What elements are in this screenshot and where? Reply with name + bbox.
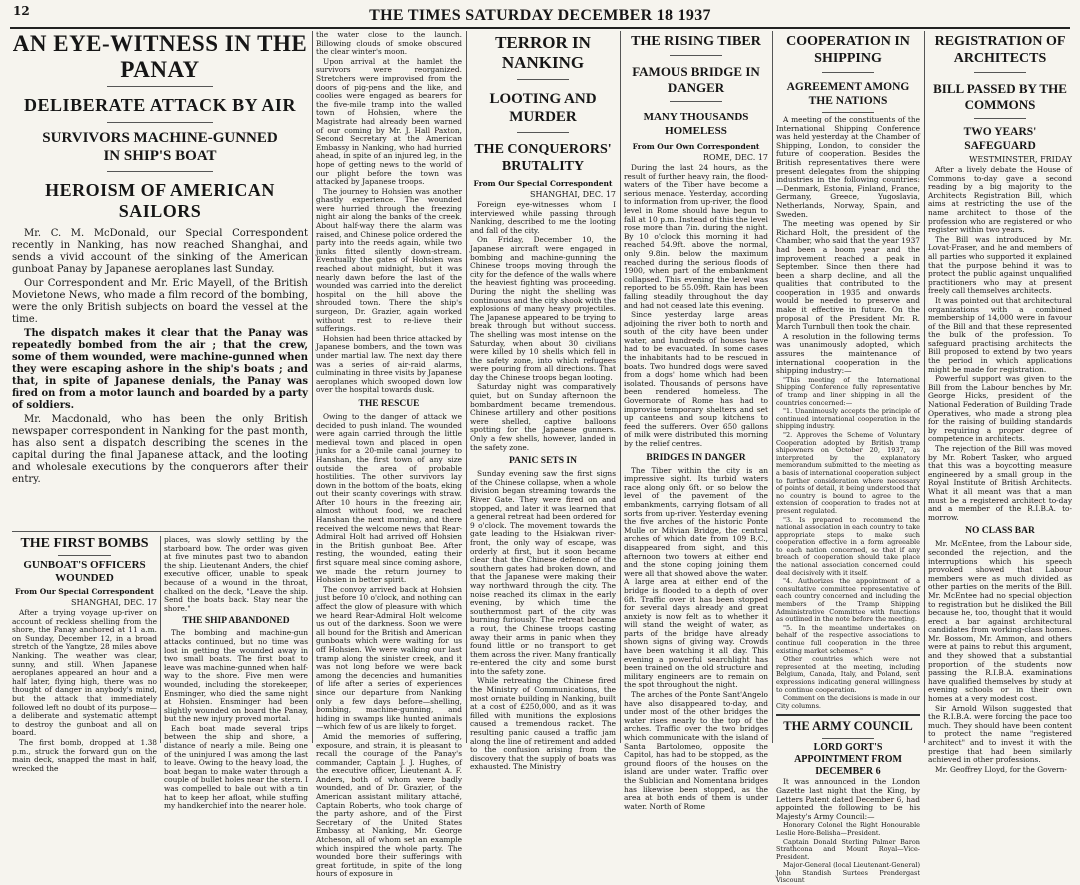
lead-paragraph: Mr. C. M. McDonald, our Special Correspondent recently in Nanking, has now reached Shanghai, and sends a vivid account of the sinking of the American gunboat Panay by Japanese aeroplanes last Sunday. <box>12 228 308 275</box>
page-number: 12 <box>13 4 30 18</box>
divider <box>670 55 722 56</box>
panay-deck-heroism: HEROISM OF AMERICAN SAILORS <box>45 180 275 221</box>
article-paragraph: Amid the memories of suffering, exposure, and strain, it is pleasant to recall the courage of the Panay's commander, Captain J. J. Hughes, of the executive officer, Lieutenant A. F. Anders, both of whom were badly wounded, and of Dr. Grazier, of the American assistant military attaché, Captain Roberts, who took charge of the party ashore, and of the First Secretary of the United States Embassy at Nanking, Mr. George Atcheson, all of whom set an example which inspired the whole party. The wounded bore their sufferings with great fortitude, in spite of the long hours of exposure in <box>316 731 462 879</box>
panic-heading: PANIC SETS IN <box>509 456 577 467</box>
article-paragraph: Hohsien had been thrice attacked by Japanese bombers, and the town was under martial law. The next day there was a series of air-raid alarms, culminating in three visits by Japanese aeroplanes which swooped down low over the hospital towards dusk. <box>316 333 462 395</box>
agreement-heading: AGREEMENT AMONG THE NATIONS <box>786 81 910 107</box>
section-rule <box>12 531 308 532</box>
column-rule-1 <box>312 31 313 743</box>
panay-headline: AN EYE-WITNESS IN THE PANAY <box>12 31 308 82</box>
first-bombs-article <box>12 536 157 773</box>
column-rule-3 <box>620 31 621 743</box>
correspondent-credit: From Our Own Correspondent <box>632 142 760 151</box>
panay-deck-attack: DELIBERATE ATTACK BY AIR <box>24 95 296 115</box>
resolution-item: "5. In the meantime undertakes on behalf of the respective associations to continue full cooperation in the three existing market schemes." <box>776 623 920 655</box>
panay-deck-survivors: SURVIVORS MACHINE-GUNNED IN SHIP'S BOAT <box>42 130 278 164</box>
article-paragraph: The first bomb, dropped at 1.38 p.m., struck the forward gun on the main deck, snapped the mast in half, wrecked the <box>12 737 157 773</box>
bill-passed-heading: BILL PASSED BY THE COMMONS <box>933 81 1067 112</box>
panay-lead-text <box>12 228 308 486</box>
panay-continuation-column <box>316 30 462 879</box>
army-council-member: Major-General (local Lieutenant-General) John Standish Surtees Prendergast Viscount <box>776 861 920 885</box>
masthead-rule <box>10 27 1070 29</box>
divider <box>974 72 1026 73</box>
article-paragraph: After a trying voyage up-river on account of reckless shelling from the shore, the Panay anchored at 11 a.m. on Sunday, December 12, in a broad stretch of the Yangtze, 28 miles above Nanking. The weather was clear, sunny, and still. When Japanese aeroplanes appeared an hour and a half later, flying high, there was no thought of danger in anybody's mind, but the attack that immediately followed left no doubt of its purpose—a deliberate and systematic attempt to destroy the gunboat and all on board. <box>12 608 157 738</box>
article-paragraph: Mr. McEntee, from the Labour side, seconded the rejection, and the interruptions which his speech provoked showed that Labour members were as much divided as other parties on the merits of the Bill. Mr. McEntee had no special objection to registration but he disliked the Bill because he, too, thought that it would erect a bar against architectural candidates from working-class homes. Mr. Bossom, Mr. Ammon, and others were at pains to rebut this argument, and they showed that a substantial proportion of the students now passing the R.I.B.A. examinations have qualified themselves by study at evening schools or in their own homes at a very modest cost. <box>928 539 1072 704</box>
article-paragraph: On Friday, December 10, the Japanese aircraft were engaged in bombing and machine-gunning the Chinese troops moving through the city for the defence of the walls where the heaviest fighting was proceeding. During the night the shelling was continuous and the city shook with the explosions of many heavy projectiles. The Japanese appeared to be trying to break through but without success. The shelling was most intense on the Saturday, when about 30 civilians were killed by 10 shells which fell in the safety zone, into which refugees were pouring from all directions. That day the Chinese troops began looting. <box>470 235 616 382</box>
divider <box>822 72 874 73</box>
shipping-and-army-column <box>776 31 920 885</box>
conquerors-heading: THE CONQUERORS' BRUTALITY <box>474 142 612 174</box>
first-bombs-subhead: GUNBOAT'S OFFICERS WOUNDED <box>23 559 146 584</box>
army-council-member: Captain Donald Sterling Palmer Baron Strathcona and Mount Royal—Vice-President. <box>776 837 920 861</box>
page-header <box>0 0 1080 22</box>
article-paragraph: While retreating the Chinese fired the Ministry of Communications, the most ornate building in Nanking, built at a cost of £250,000, and as it was filled with munitions the explosions caused a tremendous racket. The resulting panic caused a traffic jam along the line of retirement and added to the confusion arising from the discovery that the supply of boats was exhausted. The Ministry <box>470 676 616 772</box>
section-rule <box>776 714 920 716</box>
article-paragraph: Foreign eye-witnesses whom I interviewed while passing through Nanking, described to me the looting and fall of the city. <box>470 200 616 235</box>
rising-tiber-article <box>624 31 768 811</box>
first-bombs-heading: THE FIRST BOMBS <box>20 536 149 551</box>
registration-heading: REGISTRATION OF ARCHITECTS <box>934 34 1066 66</box>
article-paragraph: Mr. Geoffrey Lloyd, for the Govern- <box>935 764 1067 774</box>
ship-abandoned-article <box>164 535 308 811</box>
column-rule-sub <box>160 536 161 743</box>
lead-paragraph: Mr. Macdonald, who has been the only British newspaper correspondent in Nanking for the past month, has also sent a dispatch describing the scenes in the capital during the final Japanese attack, and the looting and wholesale executions by the conquerors after their entry. <box>12 414 308 485</box>
dateline: WESTMINSTER, FRIDAY <box>969 155 1072 164</box>
terror-nanking-article <box>470 31 616 772</box>
panay-lead-article <box>12 31 308 531</box>
divider <box>107 171 214 172</box>
army-council-heading: THE ARMY COUNCIL <box>783 719 913 734</box>
article-paragraph: Sunday evening saw the first signs of the Chinese collapse, when a whole division began streaming towards the River Gate. They were fired on and stopped, and later it was learned that a general retreat had been ordered for 9 o'clock. The movement towards the gate leading to the Hsiakwan river-front, the only way of escape, was orderly at first, but it soon became clear that the Chinese defence of the southern gates had broken down, and that the Japanese were making their way northward through the city. The noise reached its climax in the early evening, by which time the southernmost part of the city was burning furiously. The retreat became a rout, the Chinese troops casting away their arms in panic when they found little or no transport to get them across the river. Many frantically re-entered the city and some burst into the safety zone. <box>470 469 616 676</box>
article-paragraph: The journey to Hohsien was another ghastly experience. The wounded were hurried through the freezing night air along the banks of the creek. About half-way there the alarm was raised, and Chinese police ordered the party into the reeds again, while two junks fitted silently down-stream. Eventually the gates of Hohsien was reached about midnight, but it was nearly dawn before the last of the wounded was carried into the derelict hospital on the hill above the shrouded town. There the ship's surgeon, Dr. Grazier, again worked without rest to re-lieve their sufferings. <box>316 186 462 334</box>
article-paragraph: The meeting was opened by Sir Richard Holt, the president of the Chamber, who said that the year 1937 had been a boom year and the improvement reached a peak in September. Since then there had been a sharp decline, and all the qualities that contributed to the cooperation in 1935 and onwards would be needed to preserve and make it effective in future. On the proposal of the President Mr. R. March Turnbull then took the chair. <box>776 219 920 332</box>
article-paragraph: Sir Arnold Wilson suggested that the R.I.B.A. were forcing the pace too much. They should have been content to protect the name "registered architect" and to invest it with the prestige that had been similarly achieved in other professions. <box>928 703 1072 765</box>
masthead: THE TIMES SATURDAY DECEMBER 18 1937 <box>369 7 711 24</box>
article-paragraph: Upon arrival at the hamlet the survivors were reorganized. Stretchers were improvised from the doors of pig-pens and the like, and coolies were engaged as bearers for the five-mile tramp into the walled town of Hohsien, where the Magistrate had already been warned of our coming by Mr. J. Hall Paxton, Second Secretary at the American Embassy in Nanking, who had hurried ahead, in spite of an injured leg, in the hope of getting news to the world of our plight before the town was attacked by Japanese troops. <box>316 56 462 187</box>
article-paragraph: Owing to the danger of attack we decided to push inland. The wounded were again carried through the little medieval town and placed in open junks for a 20-mile canal journey to Hanshan, the first town of any size outside the area of probable hostilities. The other survivors lay down in the bottom of the boats, eking out their scanty coverings with straw. After 10 hours in the freezing air, almost without food, we reached Hanshan the next morning, and there received the welcome news that Rear-Admiral Holt had arrived off Hohsien in the British gunboat Bee. After resting, the wounded, eating their first square meal since coming ashore, we made the return journey to Hohsien in better spirit. <box>316 411 462 585</box>
divider <box>822 112 874 113</box>
article-paragraph: Each boat made several trips between the ship and shore, a distance of nearly a mile. Being one of the uninjured I was among the last to leave. Owing to the heavy load, the boat began to make water through a couple of bullet holes near the stern. I was compelled to bale out with a tin hat to keep her afloat, while stuffing my handkerchief into the nearer hole. <box>164 723 308 811</box>
resolution-item: "4. Authorizes the appointment of a consultative committee representative of each country concerned and including the members of the Tramp Shipping Administrative Committee with functions as outlined in the note before the meeting. <box>776 577 920 624</box>
divider <box>107 122 214 123</box>
article-paragraph: The rejection of the Bill was moved by Mr. Robert Tasker, who argued that this was a boycotting measure engineered by a small group in the Royal Institute of British Architects. What it all meant was that a man must be a registered architect to-day and a member of the R.I.B.A. to-morrow. <box>928 444 1072 522</box>
lord-gort-heading: LORD GORT'S APPOINTMENT FROM DECEMBER 6 <box>794 742 902 778</box>
article-paragraph: The arches of the Ponte Sant'Angelo have also disappeared to-day, and under most of the other bridges the water rises nearly to the top of the arches. Traffic over the two bridges which communicate with the island of Santa Bartolomeo, opposite the Capitol, has had to be stopped, as the ground floors of the houses on the island are under water. Traffic over the Sublician and Nomentana bridges has likewise been stopped, as the area at both ends of them is under water. North of Rome <box>624 690 768 811</box>
article-paragraph: The Bill was introduced by Mr. Lovat-Fraser, and he and members of all parties who supported it explained that the purpose behind it was to protect the public against unqualified practitioners who may at present freely call themselves architects. <box>928 234 1072 296</box>
correspondent-credit: From Our Special Correspondent <box>15 587 154 596</box>
army-council-member: Honorary Colonel the Right Honourable Leslie Hore-Belisha—President. <box>776 821 920 837</box>
lead-paragraph: Our Correspondent and Mr. Eric Mayell, of the British Movietone News, who made a film record of the bombing, were the only British subjects on board the vessel at the time. <box>12 278 308 325</box>
correspondent-credit: From Our Special Correspondent <box>473 179 613 188</box>
article-paragraph: Saturday night was comparatively quiet, but on Sunday afternoon the bombardment became tremendous. Chinese artillery and other positions were shelled, captive balloons spotting for the Japanese gunners. Only a few shells, however, landed in the safety zone. <box>470 382 616 452</box>
article-paragraph: It was pointed out that architectural organizations with a combined membership of 14,000 were in favour of the Bill and that these represented the bulk of the profession. To safeguard practising architects the Bill proposed to extend by two years the period in which applications might be made for registration. <box>928 295 1072 374</box>
resolution-item: "1. Unanimously accepts the principle of continued international cooperation in the shipping industry. <box>776 407 920 431</box>
terror-heading: TERROR IN NANKING <box>495 33 591 72</box>
article-paragraph: It was announced in the London Gazette last night that the King, by Letters Patent dated December 6, had appointed the following to be his Majesty's Army Council:— <box>776 777 920 821</box>
article-paragraph: Since yesterday large areas adjoining the river both to north and south of the city have been under water, and hundreds of houses have had to be evacuated. In some cases the inhabitants had to be rescued in boats. Two hundred dogs were saved from a dogs' home which had been isolated. Thousands of persons have been rendered homeless. The Governorate of Rome has had to improvise temporary shelters and set up canteens and soup kitchens to feed the sufferers. Over 650 gallons of milk were distributed this morning by the relief centres. <box>624 310 768 448</box>
divider <box>517 132 570 133</box>
divider <box>517 79 570 80</box>
column-rule-5 <box>924 31 925 743</box>
divider <box>670 101 722 102</box>
many-homeless-heading: MANY THOUSANDS HOMELESS <box>643 111 749 137</box>
article-paragraph: Other countries which were not represented at the meeting, including Belgium, Canada, Italy, and Poland, sent expressions indicating general willingness to continue cooperation. <box>776 655 920 694</box>
article-paragraph: The convoy arrived back at Hohsien just before 10 o'clock, and nothing can affect the glow of pleasure with which we heard Rear-Admiral Holt welcome us out of the darkness. Soon we were all bound for the British and American gunboats which were waiting for us off Hohsien. We were walking our last tramp along the sinister creek, and it was not long before we were back among the decencies and humanities of life after a series of experiences since our departure from Nanking only a few days before—shelling, bombing, machine-gunning, and hiding in swamps like hunted animals—which few of us are likely to forget. <box>316 584 462 732</box>
dateline: ROME, DEC. 17 <box>702 153 768 162</box>
lead-paragraph: The dispatch makes it clear that the Panay was repeatedly bombed from the air ; that the crew, some of them wounded, were machine-gunned when they were escaping ashore in the ship's boats ; and that, in spite of Japanese denials, the Panay was fired on from a motor launch and boarded by a party of soldiers. <box>12 328 308 411</box>
divider <box>974 118 1026 119</box>
article-paragraph: places, was slowly settling by the starboard bow. The order was given at five minutes past two to abandon the ship. Lieutenant Anders, the chief executive officer, unable to speak because of a wound in the throat, chalked on the deck, "Leave the ship. Send the boats back. Stay near the shore." <box>164 535 308 613</box>
article-paragraph: After a lively debate the House of Commons to-day gave a second reading by a big majority to the Architects Registration Bill, which aims at restricting the use of the name architect to those of the profession who are registered or who register within two years. <box>928 165 1072 235</box>
looting-heading: LOOTING AND MURDER <box>489 91 597 125</box>
article-paragraph: The Tiber within the city is an impressive sight. Its turbid waters race along only 6ft. or so below the level of the pavement of the embankments, carrying flotsam of all sorts from up-river. Yesterday evening the five arches of the historic Ponte Mulle or Milvian Bridge, the central arches of which date from 109 B.C., disappeared from sight, and this afternoon two towers at either end and the stone coping joining them were all that showed above the water. A large area at either end of the bridge is flooded to a depth of over 6ft. Traffic over it has been stopped for several days already and great anxiety is now felt as to whether it will stand the weight of water, as parts of the bridge have already shown signs of giving way. Crowds have been watching it all day. This evening a powerful searchlight has been trained on the old structure and military engineers are to remain on the spot throughout the night. <box>624 465 768 690</box>
article-paragraph: Comment on the decisions is made in our City columns. <box>776 694 920 710</box>
article-paragraph: During the last 24 hours, as the result of further heavy rain, the flood-waters of the Tiber have become a serious menace. Yesterday, according to information from up-river, the flood level in Rome should have begun to fall at 10 p.m. Instead of this the level rose more than 7in. during the night. By 10 o'clock this morning it had reached 54.9ft. above the normal, only 9.8in. below the maximum reached during the serious floods of 1900, when part of the embankment collapsed. This evening the level was reported to be 55.09ft. Rain has been falling steadily throughout the day and had not ceased late this evening. <box>624 163 768 310</box>
bridges-danger-heading: BRIDGES IN DANGER <box>646 452 746 463</box>
article-paragraph: the water close to the launch. Billowing clouds of smoke obscured the clear winter's moon. <box>316 30 462 57</box>
dateline: SHANGHAI, DEC. 17 <box>71 598 157 607</box>
article-paragraph: The bombing and machine-gun attacks continued, but no time was lost in getting the wounded away in two small boats. The first boat to leave was machine-gunned when half-way to the shore. Five men were wounded, including the storekeeper, Ensminger, who died the same night at Hohsien. Ensminger had been slightly wounded on board the Panay, but the new injury proved mortal. <box>164 628 308 724</box>
architects-article <box>928 31 1072 774</box>
dateline: SHANGHAI, DEC. 17 <box>530 190 616 199</box>
column-rule-2 <box>466 31 467 743</box>
resolution-item: "This meeting of the International Shipping Conference fully representative of tramp and liner shipping in all the countries concerned:— <box>776 375 920 407</box>
ship-abandoned-heading: THE SHIP ABANDONED <box>182 616 290 627</box>
column-rule-4 <box>772 31 773 743</box>
cooperation-heading: COOPERATION IN SHIPPING <box>786 34 910 66</box>
divider <box>58 555 110 556</box>
no-class-bar-heading: NO CLASS BAR <box>965 526 1035 537</box>
resolution-item: "2. Approves the Scheme of Voluntary Cooperation adopted by British tramp shipowners on October 20, 1937, as interpreted by the explanatory memorandum submitted to the meeting as a basis of international cooperation subject to further consideration where necessary of points of detail, it being understood that no country is bound to agree to the extension of cooperation to trades not at present regulated. <box>776 430 920 515</box>
resolution-item: "3. Is prepared to recommend the national association in each country to take appropriate steps to make such cooperation effective in a form agreeable to each nation concerned, so that if any breach of cooperation should take place the national association concerned could deal decisively with it itself. <box>776 515 920 577</box>
two-years-heading: TWO YEARS' SAFEGUARD <box>963 126 1037 152</box>
rising-tiber-heading: THE RISING TIBER <box>631 34 761 49</box>
article-paragraph: A meeting of the constituents of the International Shipping Conference was held yesterday at the Chamber of Shipping, London, to consider the future of cooperation. Besides the British representatives there were present delegates from the shipping industries in the following countries:—Denmark, Estonia, Finland, France, Germany, Greece, Yugoslavia, Netherlands, Norway, Spain, and Sweden. <box>776 115 920 219</box>
famous-bridge-heading: FAMOUS BRIDGE IN DANGER <box>632 64 760 95</box>
divider <box>107 86 214 87</box>
rescue-heading: THE RESCUE <box>358 398 420 409</box>
article-paragraph: A resolution in the following terms was unanimously adopted, which assures the maintenance of international cooperation in the shipping industry:— <box>776 331 920 376</box>
article-paragraph: Powerful support was given to the Bill from the Labour benches by Mr. George Hicks, president of the National Federation of Building Trade Operatives, who made a strong plea for the raising of building standards by requiring a proper degree of competence in architects. <box>928 374 1072 444</box>
divider <box>822 738 874 739</box>
